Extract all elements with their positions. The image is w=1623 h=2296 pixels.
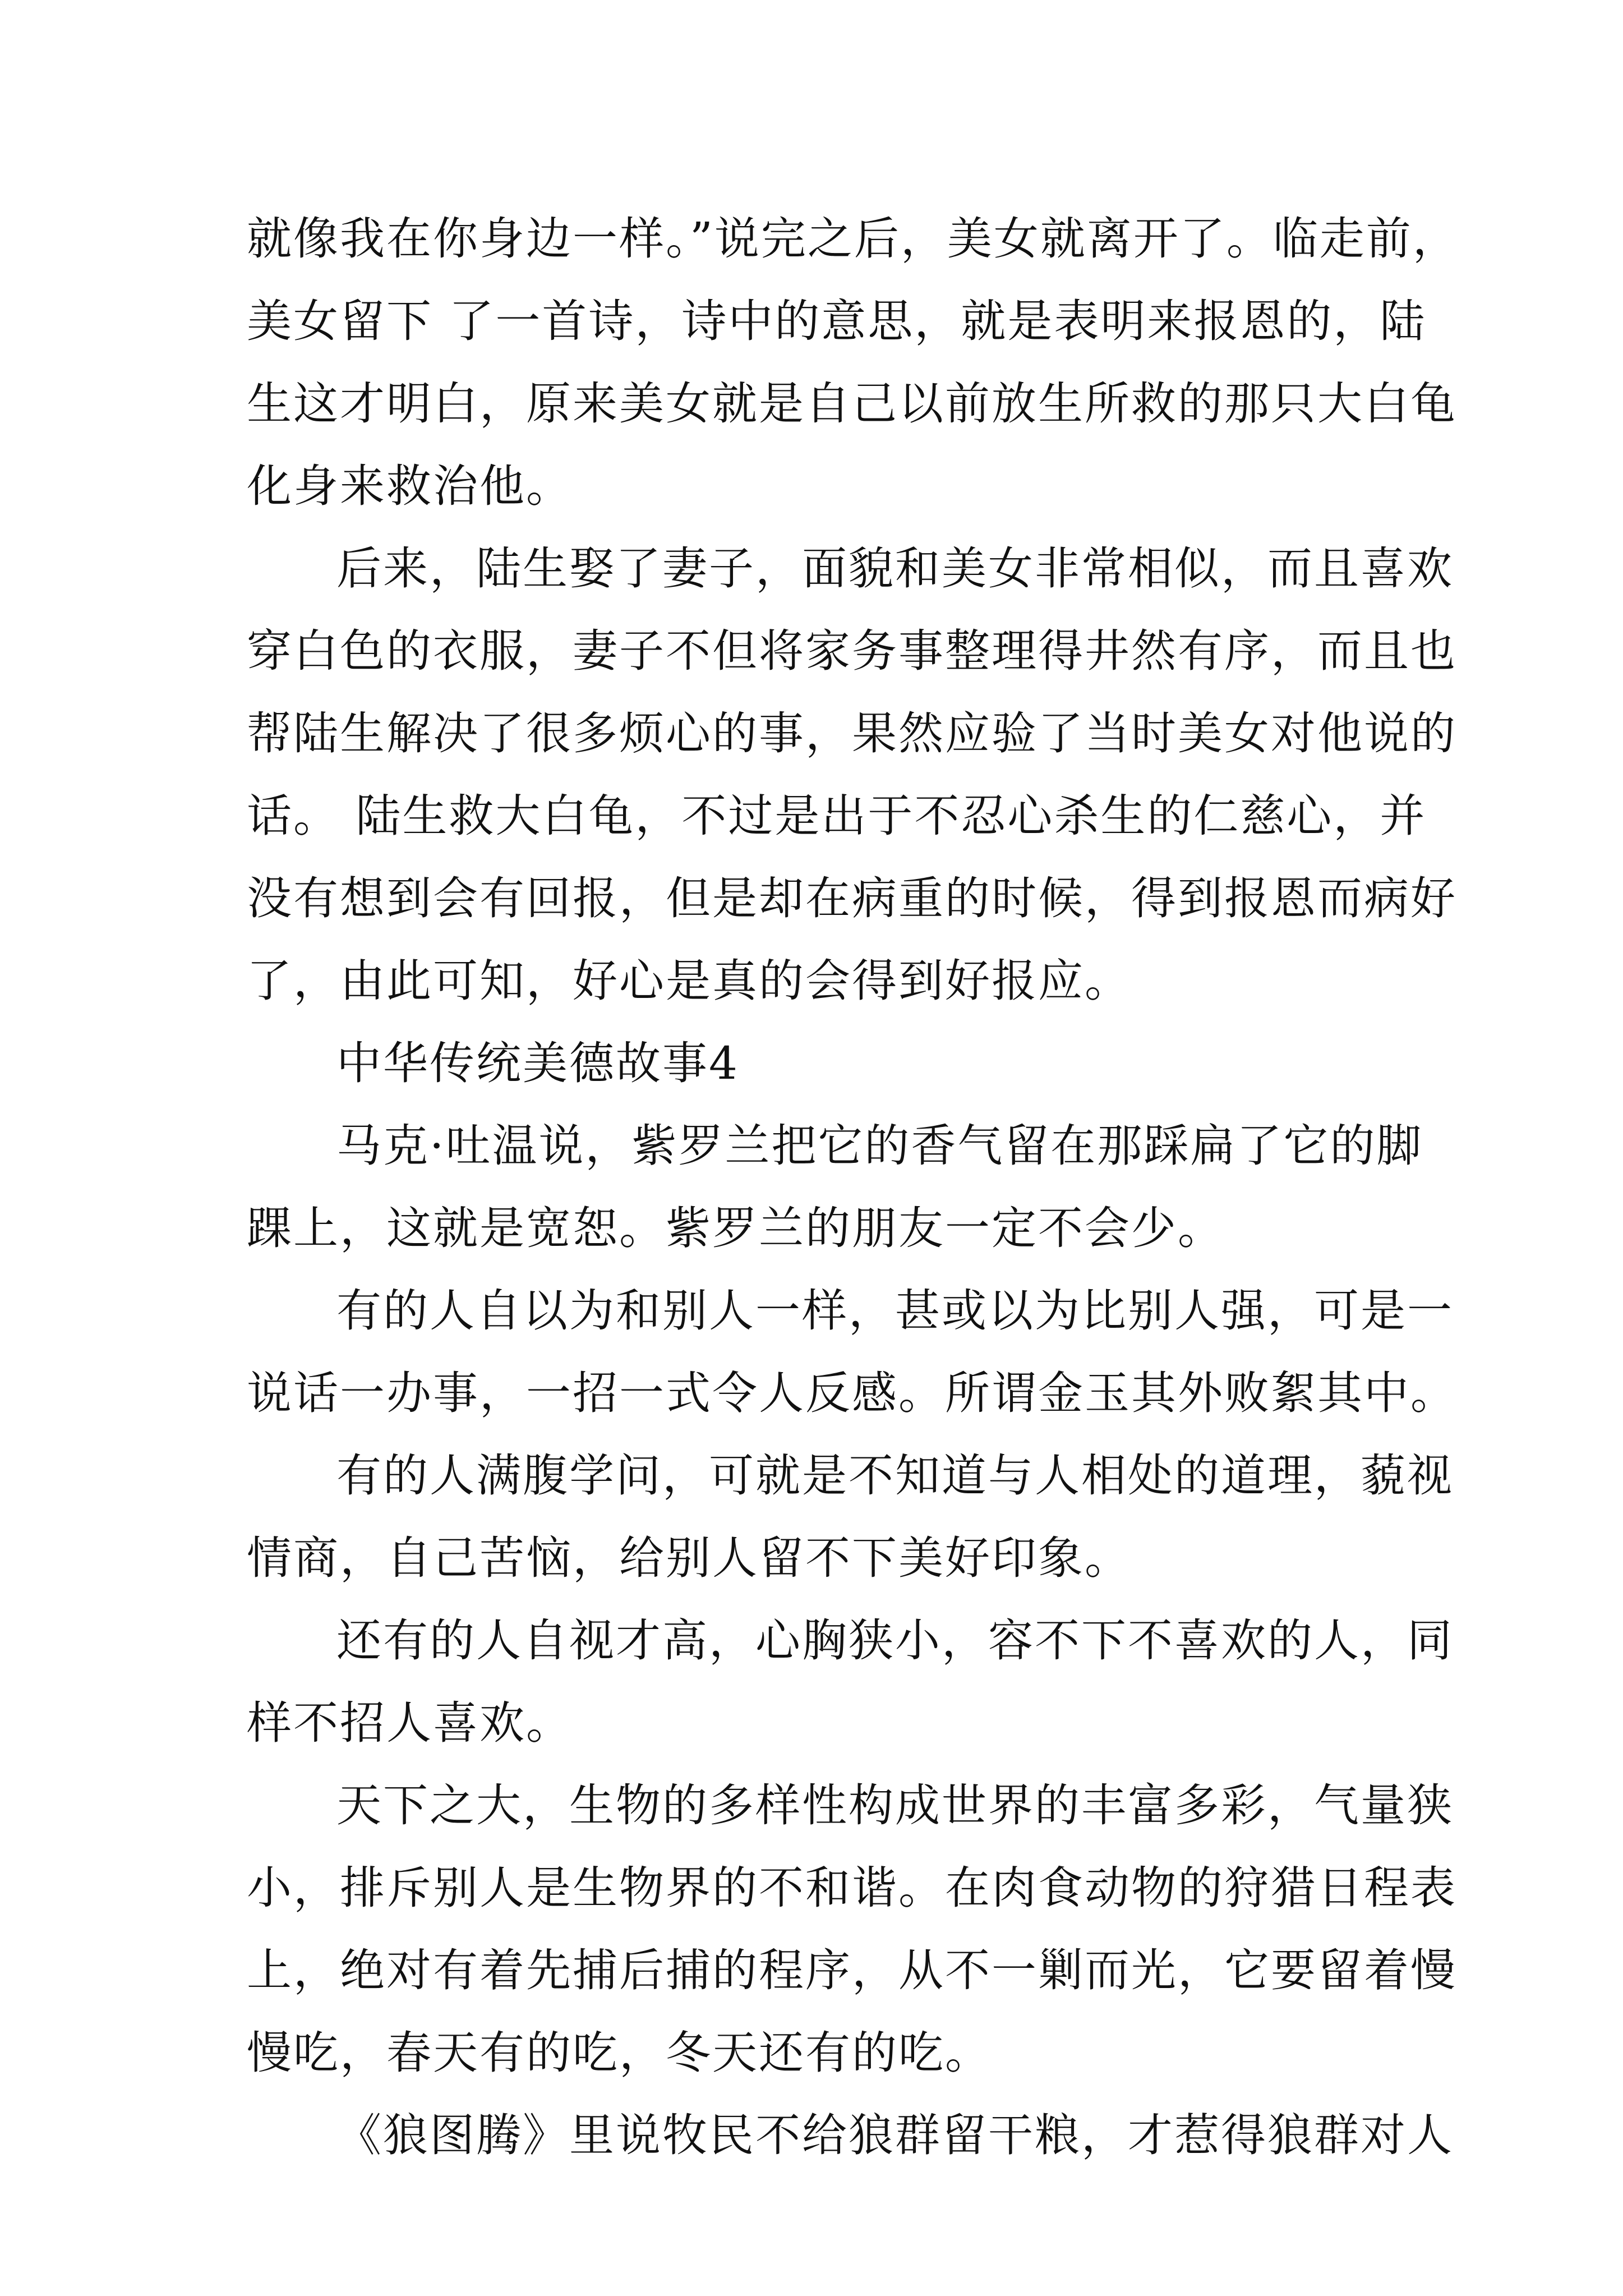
text-line-17: 情商，自己苦恼，给别人留不下美好印象。 [247,1532,1131,1584]
text-line-16: 有的人满腹学问，可就是不知道与人相处的道理，藐视 [336,1450,1454,1502]
text-line-3: 生这才明白，原来美女就是自己以前放生所救的那只大白龟 [247,378,1457,430]
text-line-15: 说话一办事，一招一式令人反感。所谓金玉其外败絮其中。 [247,1367,1457,1419]
text-line-9: 没有想到会有回报，但是却在病重的时候，得到报恩而病好 [247,872,1457,924]
section-heading: 中华传统美德故事4 [336,1037,739,1089]
text-line-18: 还有的人自视才高，心胸狭小，容不下不喜欢的人，同 [336,1614,1454,1667]
text-line-12: 马克·吐温说，紫罗兰把它的香气留在那踩扁了它的脚 [336,1120,1423,1172]
text-line-6: 穿白色的衣服，妻子不但将家务事整理得井然有序，而且也 [247,625,1457,677]
text-line-1: 就像我在你身边一样。”说完之后，美女就离开了。临走前， [247,213,1459,265]
text-line-4: 化身来救治他。 [247,460,573,512]
text-line-20: 天下之大，生物的多样性构成世界的丰富多彩，气量狭 [336,1779,1454,1832]
document-body [247,197,1459,2177]
text-line-5: 后来，陆生娶了妻子，面貌和美女非常相似，而且喜欢 [336,542,1454,595]
text-line-21: 小，排斥别人是生物界的不和谐。在肉食动物的狩猎日程表 [247,1862,1457,1914]
text-line-13: 踝上，这就是宽恕。紫罗兰的朋友一定不会少。 [247,1202,1224,1254]
text-line-7: 帮陆生解决了很多烦心的事，果然应验了当时美女对他说的 [247,707,1457,760]
text-line-23: 慢吃，春天有的吃，冬天还有的吃。 [247,2027,992,2079]
text-line-10: 了，由此可知，好心是真的会得到好报应。 [247,955,1131,1007]
text-line-2: 美女留下 了一首诗，诗中的意思，就是表明来报恩的，陆 [247,295,1427,347]
text-line-14: 有的人自以为和别人一样，甚或以为比别人强，可是一 [336,1285,1454,1337]
text-line-24: 《狼图腾》里说牧民不给狼群留干粮，才惹得狼群对人 [336,2109,1454,2161]
text-line-8: 话。 陆生救大白龟，不过是出于不忍心杀生的仁慈心，并 [247,790,1427,842]
text-line-22: 上，绝对有着先捕后捕的程序，从不一剿而光，它要留着慢 [247,1944,1457,1996]
text-line-19: 样不招人喜欢。 [247,1697,573,1749]
